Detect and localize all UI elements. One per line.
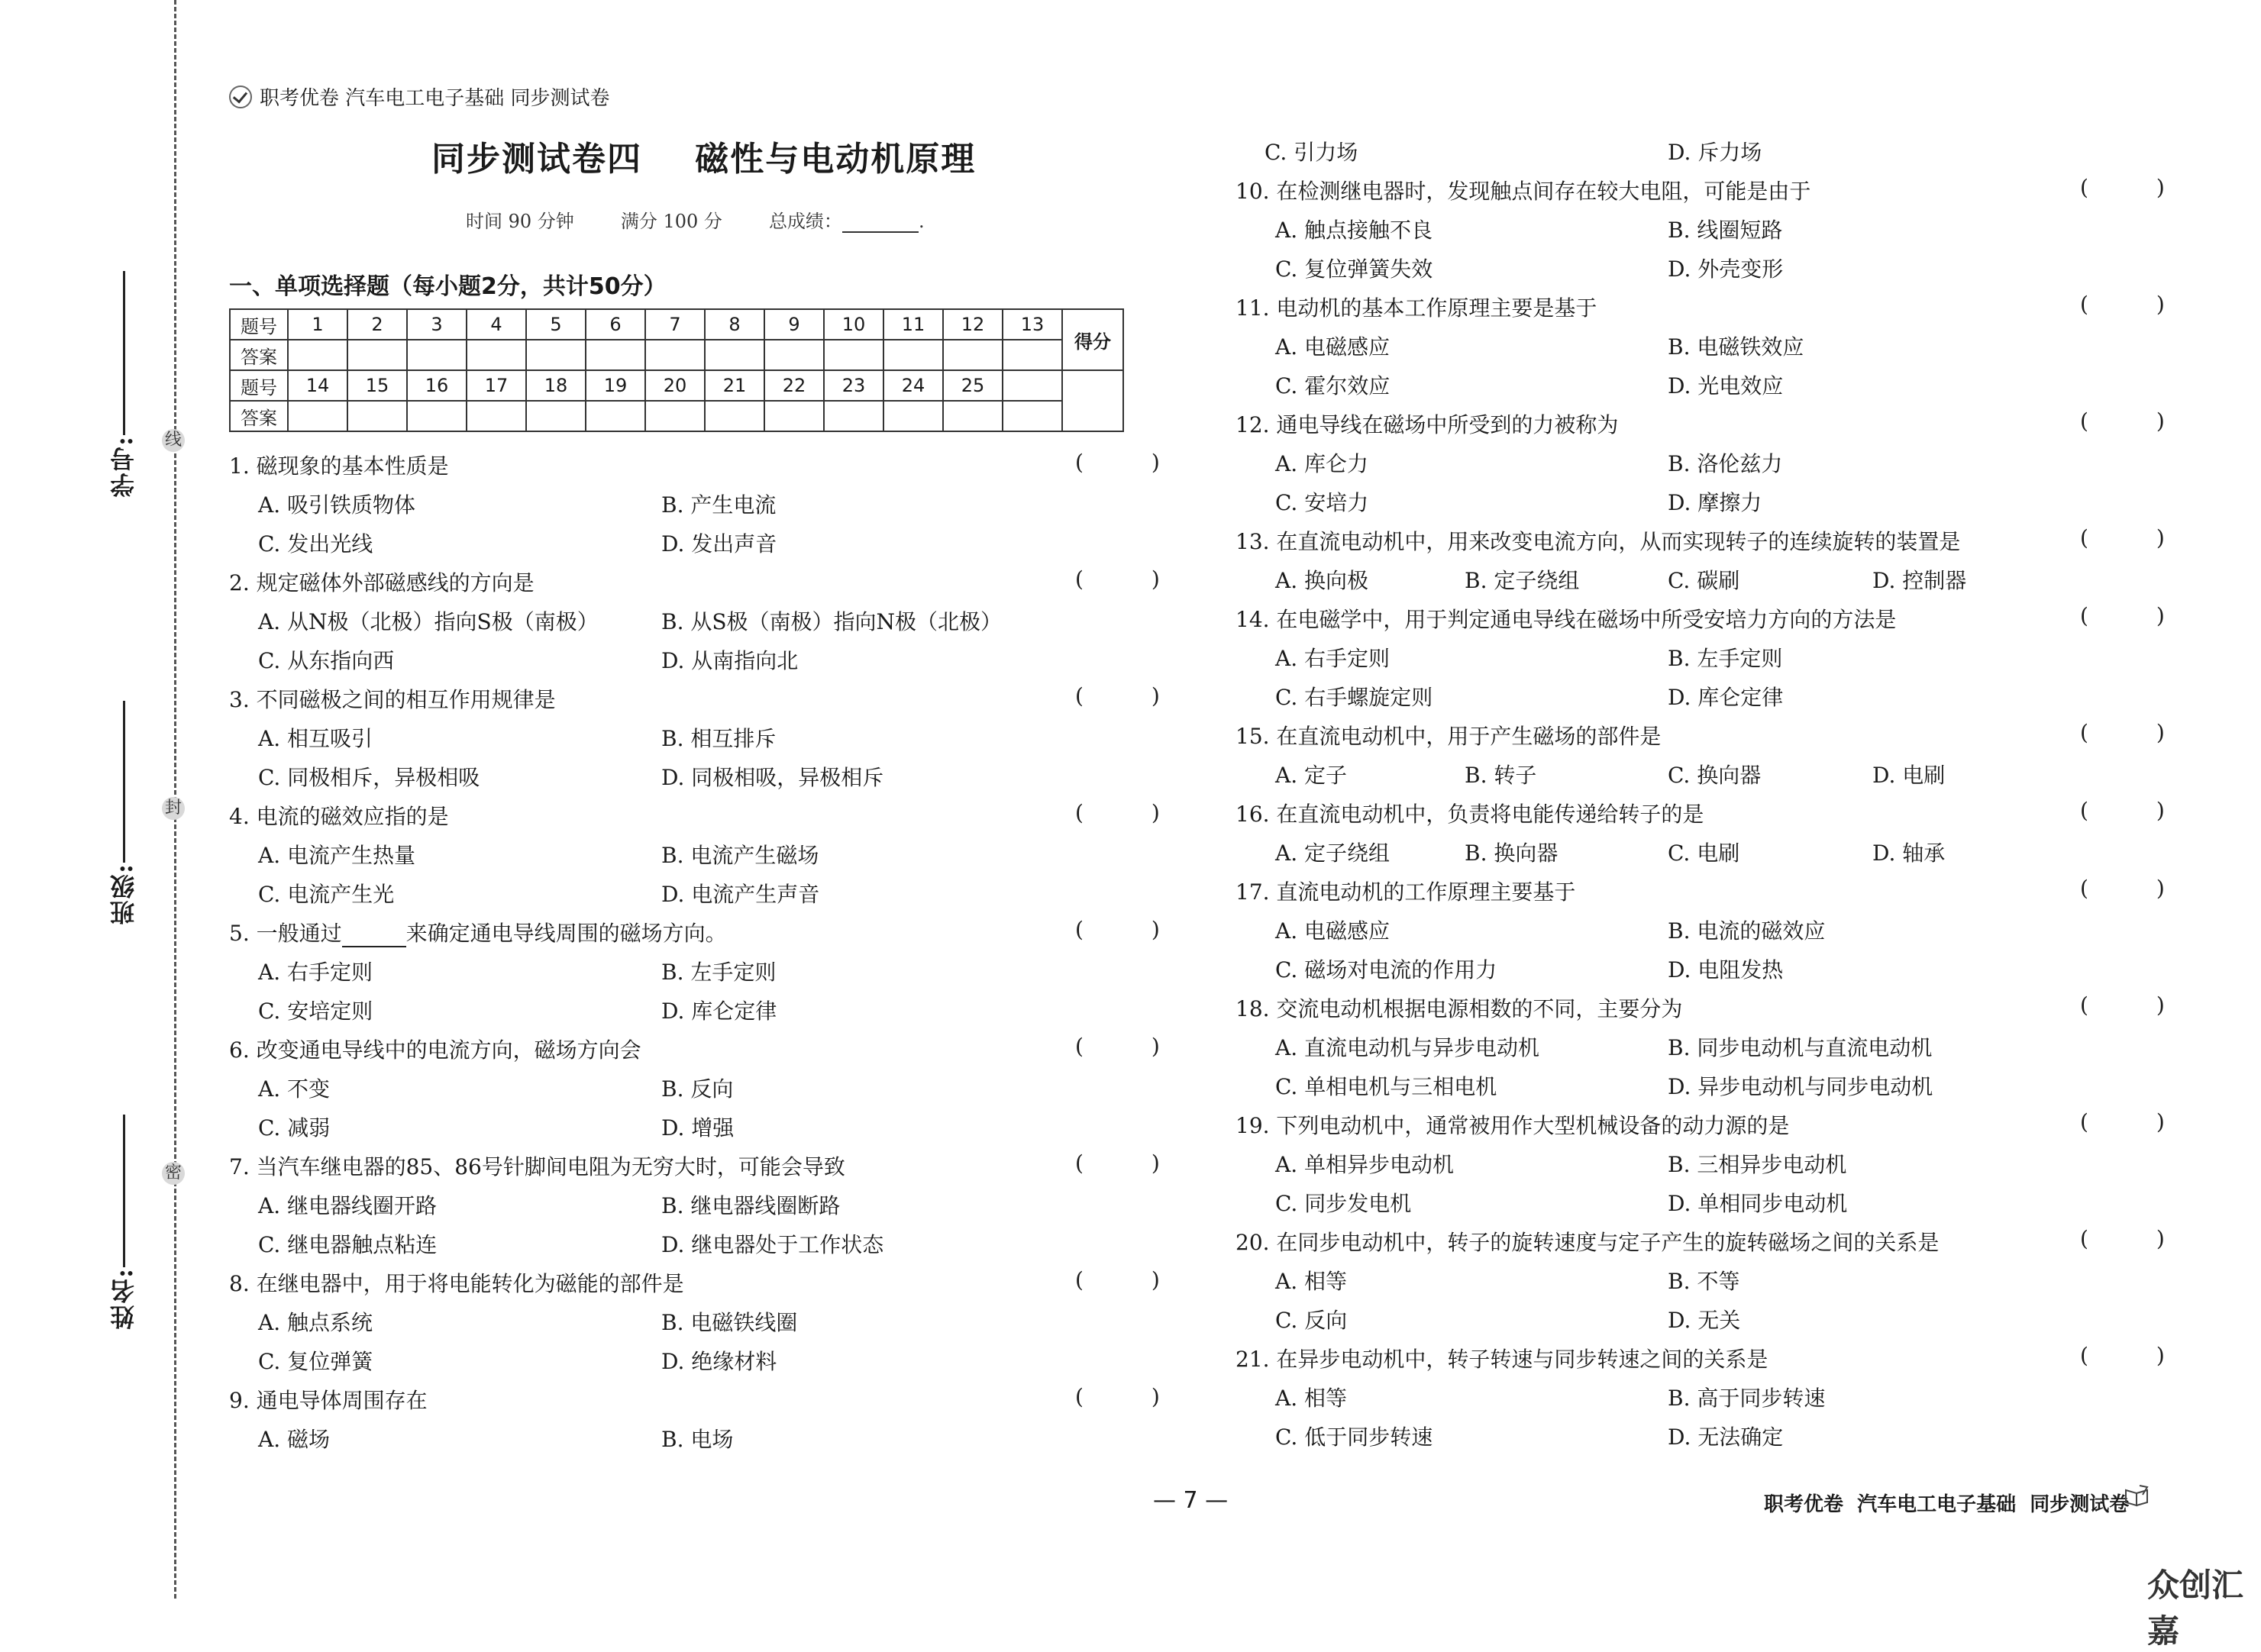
option-b: B. 转子 (1465, 763, 1537, 788)
option-b: B. 电流产生磁场 (661, 843, 819, 868)
option-b: B. 电流的磁效应 (1668, 918, 1826, 944)
question-number: 17 (467, 370, 526, 401)
question-number: 5 (526, 309, 586, 340)
option-d: D. 摩擦力 (1668, 490, 1762, 515)
answer-cell[interactable] (467, 401, 526, 431)
question-15: 15. 在直流电动机中，用于产生磁场的部件是 (1235, 724, 1662, 749)
answer-paren[interactable]: ( ) (2080, 408, 2165, 434)
answer-cell[interactable] (586, 340, 645, 370)
question-1: 1. 磁现象的基本性质是 (229, 453, 449, 479)
question-6: 6. 改变通电导线中的电流方向，磁场方向会 (229, 1037, 641, 1063)
answer-paren[interactable]: ( ) (2080, 1226, 2165, 1251)
option-d: D. 库仑定律 (1668, 685, 1784, 710)
question-number: 3 (407, 309, 467, 340)
option-c: C. 电流产生光 (258, 882, 395, 907)
time-limit: 时间 90 分钟 (466, 211, 574, 232)
option-a: A. 右手定则 (258, 960, 373, 985)
option-d: D. 绝缘材料 (661, 1349, 777, 1374)
full-score: 满分 100 分 (620, 211, 722, 232)
option-b: B. 高于同步转速 (1668, 1386, 1826, 1411)
option-b: B. 同步电动机与直流电动机 (1668, 1035, 1933, 1060)
question-21: 21. 在异步电动机中，转子转速与同步转速之间的关系是 (1235, 1347, 1768, 1372)
answer-paren[interactable]: ( ) (1075, 1267, 1160, 1292)
answer-cell[interactable] (586, 401, 645, 431)
question-number: 13 (1003, 309, 1062, 340)
option-a: A. 不变 (258, 1076, 331, 1102)
question-number-label: 题号 (230, 309, 288, 340)
fill-blank[interactable] (342, 928, 406, 947)
option-d: D. 电阻发热 (1668, 957, 1784, 982)
option-b: B. 相互排斥 (661, 726, 777, 751)
answer-paren[interactable]: ( ) (2080, 720, 2165, 745)
answer-cell[interactable] (1003, 340, 1062, 370)
question-number: 4 (467, 309, 526, 340)
option-d: D. 库仑定律 (661, 999, 777, 1024)
answer-paren[interactable]: ( ) (2080, 1109, 2165, 1134)
option-c: C. 电刷 (1668, 841, 1740, 866)
option-a: A. 磁场 (258, 1427, 331, 1452)
option-b: B. 定子绕组 (1465, 568, 1580, 593)
question-13: 13. 在直流电动机中，用来改变电流方向，从而实现转子的连续旋转的装置是 (1235, 529, 1961, 554)
option-d: D. 继电器处于工作状态 (661, 1232, 884, 1257)
option-c: C. 复位弹簧失效 (1275, 257, 1433, 282)
answer-paren[interactable]: ( ) (1075, 800, 1160, 825)
question-number: 18 (526, 370, 586, 401)
answer-paren[interactable]: ( ) (1075, 917, 1160, 942)
option-d: D. 光电效应 (1668, 373, 1784, 398)
answer-cell[interactable] (526, 401, 586, 431)
name-line (123, 1115, 125, 1267)
option-b: B. 电磁铁线圈 (661, 1310, 798, 1335)
option-b: B. 左手定则 (1668, 646, 1783, 671)
answer-cell[interactable] (347, 401, 407, 431)
period: . (918, 211, 925, 232)
answer-cell[interactable] (764, 340, 824, 370)
answer-paren[interactable]: ( ) (2080, 798, 2165, 823)
student-id-label: 学号: (109, 435, 138, 498)
option-b: B. 换向器 (1465, 841, 1558, 866)
question-12: 12. 通电导线在磁场中所受到的力被称为 (1235, 412, 1619, 437)
option-d: D. 电刷 (1872, 763, 1946, 788)
option-a: A. 电磁感应 (1275, 918, 1391, 944)
question-14: 14. 在电磁学中，用于判定通电导线在磁场中所受安培力方向的方法是 (1235, 607, 1897, 632)
class-label: 班级: (109, 863, 138, 925)
empty-cell (1003, 370, 1062, 401)
answer-cell[interactable] (645, 340, 705, 370)
page-number: — 7 — (1153, 1487, 1229, 1514)
question-number: 21 (705, 370, 764, 401)
question-number: 2 (347, 309, 407, 340)
score-label: 得分 (1062, 309, 1123, 370)
answer-paren[interactable]: ( ) (1075, 450, 1160, 475)
option-c: C. 从东指向西 (258, 648, 395, 673)
answer-cell[interactable] (943, 340, 1003, 370)
option-c: C. 霍尔效应 (1275, 373, 1391, 398)
question-11: 11. 电动机的基本工作原理主要是基于 (1235, 295, 1597, 321)
question-number: 16 (407, 370, 467, 401)
table-row (230, 309, 1123, 340)
option-c: C. 安培力 (1275, 490, 1369, 515)
option-d: D. 同极相吸，异极相斥 (661, 765, 884, 790)
answer-cell[interactable] (883, 401, 943, 431)
student-id-line (123, 271, 125, 435)
option-c: C. 低于同步转速 (1275, 1425, 1433, 1450)
option-a: A. 从N极（北极）指向S极（南极） (258, 609, 599, 634)
header-brand-text: 职考优卷 汽车电工电子基础 同步测试卷 (260, 87, 610, 110)
answer-cell[interactable] (288, 340, 347, 370)
question-number: 11 (883, 309, 943, 340)
option-b: B. 洛伦兹力 (1668, 451, 1783, 476)
answer-cell[interactable] (764, 401, 824, 431)
answer-cell[interactable] (705, 340, 764, 370)
option-c: C. 安培定则 (258, 999, 373, 1024)
option-b: B. 线圈短路 (1668, 218, 1783, 243)
answer-paren[interactable]: ( ) (1075, 1150, 1160, 1176)
table-row (230, 401, 1123, 431)
header-brand (229, 82, 610, 111)
question-number: 14 (288, 370, 347, 401)
question-number: 1 (288, 309, 347, 340)
option-d: D. 轴承 (1872, 841, 1946, 866)
cut-line-mark: 线 (162, 429, 185, 452)
question-number: 22 (764, 370, 824, 401)
question-18: 18. 交流电动机根据电源相数的不同，主要分为 (1235, 996, 1683, 1021)
option-a: A. 继电器线圈开路 (258, 1193, 438, 1218)
option-d: D. 外壳变形 (1668, 257, 1784, 282)
option-a: A. 相互吸引 (258, 726, 373, 751)
name-field[interactable] (108, 1115, 139, 1330)
option-a: A. 定子绕组 (1275, 841, 1391, 866)
option-b: B. 从S极（南极）指向N极（北极） (661, 609, 1003, 634)
total-score-blank[interactable] (842, 215, 919, 233)
question-number: 6 (586, 309, 645, 340)
score-cell[interactable] (1062, 370, 1123, 431)
total-score-label: 总成绩： (768, 211, 842, 232)
question-5-pre: 5. 一般通过 (229, 921, 342, 946)
question-number: 9 (764, 309, 824, 340)
table-row (230, 370, 1123, 401)
question-2: 2. 规定磁体外部磁感线的方向是 (229, 570, 535, 595)
class-line (123, 701, 125, 863)
option-c: C. 减弱 (258, 1115, 331, 1141)
answer-cell[interactable] (288, 401, 347, 431)
option-a: A. 右手定则 (1275, 646, 1391, 671)
option-b: B. 左手定则 (661, 960, 777, 985)
question-5 (229, 917, 727, 947)
answer-paren[interactable]: ( ) (2080, 292, 2165, 317)
question-number: 20 (645, 370, 705, 401)
question-number-label: 题号 (230, 370, 288, 401)
question-17: 17. 直流电动机的工作原理主要基于 (1235, 879, 1576, 905)
question-7: 7. 当汽车继电器的85、86号针脚间电阻为无穷大时，可能会导致 (229, 1154, 845, 1179)
answer-cell[interactable] (824, 340, 883, 370)
option-a: A. 库仑力 (1275, 451, 1369, 476)
question-19: 19. 下列电动机中，通常被用作大型机械设备的动力源的是 (1235, 1113, 1790, 1138)
question-8: 8. 在继电器中，用于将电能转化为磁能的部件是 (229, 1271, 684, 1296)
option-a: A. 吸引铁质物体 (258, 492, 416, 518)
seal-mark: 封 (162, 797, 185, 820)
option-d: D. 发出声音 (661, 531, 777, 557)
answer-label: 答案 (230, 401, 288, 431)
option-a: A. 触点接触不良 (1275, 218, 1433, 243)
answer-cell[interactable] (526, 340, 586, 370)
option-c: C. 单相电机与三相电机 (1275, 1074, 1497, 1099)
answer-label: 答案 (230, 340, 288, 370)
section-title: 一、单项选择题（每小题2分，共计50分） (229, 273, 667, 300)
answer-cell[interactable] (645, 401, 705, 431)
question-20: 20. 在同步电动机中，转子的旋转速度与定子产生的旋转磁场之间的关系是 (1235, 1230, 1940, 1255)
question-number: 8 (705, 309, 764, 340)
book-icon (2124, 1484, 2150, 1507)
answer-paren[interactable]: ( ) (1075, 1384, 1160, 1409)
option-c: C. 继电器触点粘连 (258, 1232, 438, 1257)
class-field[interactable] (108, 701, 139, 925)
question-number: 15 (347, 370, 407, 401)
option-b: B. 反向 (661, 1076, 734, 1102)
option-d: D. 控制器 (1872, 568, 1967, 593)
answer-paren[interactable]: ( ) (2080, 525, 2165, 550)
page-title: 同步测试卷四 磁性与电动机原理 (431, 140, 977, 179)
option-b: B. 电场 (661, 1427, 734, 1452)
answer-cell[interactable] (467, 340, 526, 370)
option-c: C. 同步发电机 (1275, 1191, 1412, 1216)
check-icon (229, 86, 252, 108)
answer-paren[interactable]: ( ) (2080, 992, 2165, 1018)
question-16: 16. 在直流电动机中，负责将电能传递给转子的是 (1235, 802, 1704, 827)
question-9: 9. 通电导体周围存在 (229, 1388, 428, 1413)
option-a: A. 相等 (1275, 1386, 1348, 1411)
option-d: D. 斥力场 (1668, 140, 1762, 165)
question-number: 10 (824, 309, 883, 340)
option-a: A. 单相异步电动机 (1275, 1152, 1455, 1177)
option-a: A. 相等 (1275, 1269, 1348, 1294)
option-a: A. 换向极 (1275, 568, 1369, 593)
answer-paren[interactable]: ( ) (2080, 175, 2165, 200)
question-number: 7 (645, 309, 705, 340)
answer-cell[interactable] (347, 340, 407, 370)
option-c: C. 同极相斥，异极相吸 (258, 765, 480, 790)
table-row (230, 340, 1123, 370)
question-4: 4. 电流的磁效应指的是 (229, 804, 449, 829)
option-d: D. 无法确定 (1668, 1425, 1784, 1450)
answer-paren[interactable]: ( ) (2080, 603, 2165, 628)
question-number: 23 (824, 370, 883, 401)
option-b: B. 继电器线圈断路 (661, 1193, 841, 1218)
question-5-post: 来确定通电导线周围的磁场方向。 (405, 921, 727, 946)
answer-cell[interactable] (943, 401, 1003, 431)
name-label: 姓名: (109, 1267, 138, 1330)
option-d: D. 电流产生声音 (661, 882, 820, 907)
question-number: 24 (883, 370, 943, 401)
answer-cell[interactable] (824, 401, 883, 431)
question-number: 25 (943, 370, 1003, 401)
option-c: C. 换向器 (1668, 763, 1762, 788)
answer-paren[interactable]: ( ) (2080, 876, 2165, 901)
option-c: C. 反向 (1275, 1308, 1348, 1333)
option-a: A. 直流电动机与异步电动机 (1275, 1035, 1540, 1060)
option-b: B. 三相异步电动机 (1668, 1152, 1847, 1177)
question-number: 19 (586, 370, 645, 401)
option-c: C. 复位弹簧 (258, 1349, 373, 1374)
fold-mark: 密 (162, 1162, 185, 1185)
option-b: B. 不等 (1668, 1269, 1740, 1294)
option-d: D. 增强 (661, 1115, 735, 1141)
answer-paren[interactable]: ( ) (1075, 683, 1160, 708)
option-c: C. 引力场 (1265, 140, 1358, 165)
answer-paren[interactable]: ( ) (2080, 1343, 2165, 1368)
option-b: B. 产生电流 (661, 492, 777, 518)
student-id-field[interactable] (108, 271, 139, 498)
answer-cell[interactable] (407, 340, 467, 370)
option-a: A. 定子 (1275, 763, 1348, 788)
option-c: C. 磁场对电流的作用力 (1275, 957, 1497, 982)
option-c: C. 碳刷 (1668, 568, 1740, 593)
answer-cell[interactable] (407, 401, 467, 431)
question-10: 10. 在检测继电器时，发现触点间存在较大电阻，可能是由于 (1235, 179, 1811, 204)
empty-cell (1003, 401, 1062, 431)
answer-cell[interactable] (705, 401, 764, 431)
option-a: A. 电磁感应 (1275, 334, 1391, 360)
option-d: D. 从南指向北 (661, 648, 799, 673)
answer-paren[interactable]: ( ) (1075, 566, 1160, 592)
watermark: 众创汇嘉 (2147, 1566, 2244, 1650)
option-d: D. 异步电动机与同步电动机 (1668, 1074, 1933, 1099)
answer-cell[interactable] (883, 340, 943, 370)
exam-meta (466, 206, 925, 233)
option-a: A. 电流产生热量 (258, 843, 416, 868)
option-d: D. 单相同步电动机 (1668, 1191, 1848, 1216)
option-c: C. 右手螺旋定则 (1275, 685, 1433, 710)
option-c: C. 发出光线 (258, 531, 373, 557)
option-d: D. 无关 (1668, 1308, 1741, 1333)
option-a: A. 触点系统 (258, 1310, 373, 1335)
question-3: 3. 不同磁极之间的相互作用规律是 (229, 687, 556, 712)
footer-brand: 职考优卷 汽车电工电子基础 同步测试卷 (1764, 1493, 2130, 1516)
option-b: B. 电磁铁效应 (1668, 334, 1804, 360)
question-number: 12 (943, 309, 1003, 340)
answer-table (229, 308, 1124, 432)
answer-paren[interactable]: ( ) (1075, 1034, 1160, 1059)
